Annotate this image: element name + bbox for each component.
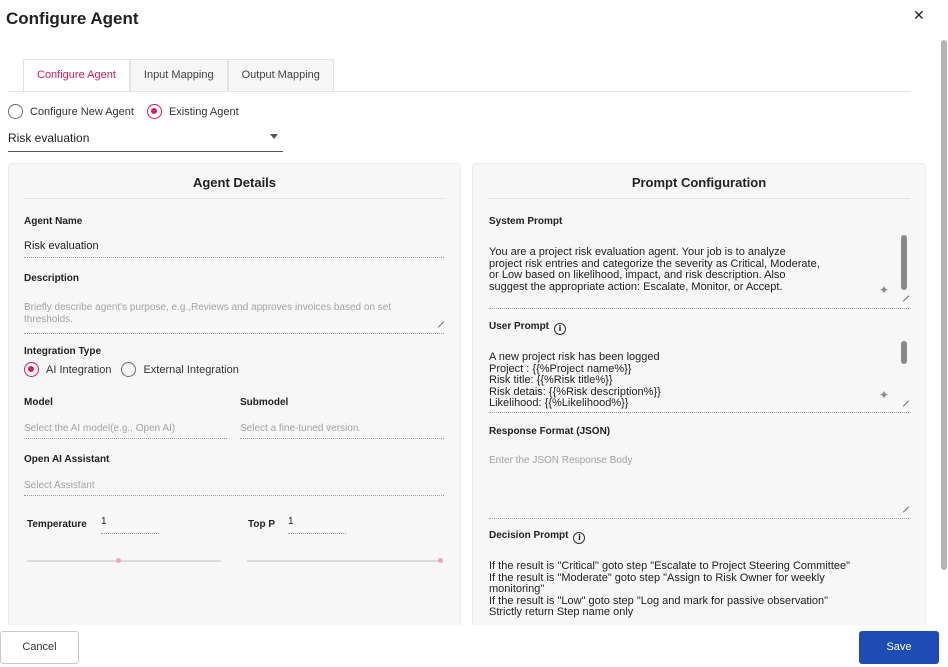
- model-label: Model: [24, 397, 53, 408]
- tab-divider: [8, 91, 911, 92]
- response-format-underline: [489, 518, 909, 519]
- prompt-configuration-title: Prompt Configuration: [631, 175, 767, 190]
- prompt-configuration-panel: [472, 163, 926, 633]
- info-icon[interactable]: i: [554, 323, 566, 335]
- response-format-label: Response Format (JSON): [489, 426, 611, 437]
- user-prompt-field[interactable]: A new project risk has been logged Project : {{%Project name%}} Risk title: {{%Risk title%}} Risk detais: {{%Risk description%}} Likelihood: {{%Likelihood%}}: [489, 351, 661, 409]
- existing-agent-select[interactable]: [8, 128, 283, 152]
- existing-agent-label: Existing Agent: [168, 105, 239, 118]
- temperature-slider-handle[interactable]: [116, 558, 121, 563]
- configure-new-agent-radio[interactable]: [8, 104, 23, 119]
- tab-configure-agent[interactable]: Configure Agent: [23, 59, 130, 91]
- top-p-slider[interactable]: [247, 560, 443, 562]
- user-prompt-label-row: [489, 321, 566, 335]
- dialog-scrollbar-thumb[interactable]: [941, 40, 947, 570]
- submodel-underline: [240, 438, 444, 439]
- description-label: Description: [24, 273, 80, 284]
- description-field[interactable]: Briefly describe agent's purpose, e.g.,Reviews and approves invoices based on set thresholds.: [24, 302, 392, 325]
- temperature-slider[interactable]: [27, 560, 221, 562]
- resize-handle-icon[interactable]: [902, 400, 909, 407]
- top-p-underline: [288, 533, 346, 534]
- dialog-footer: [0, 625, 948, 667]
- existing-agent-value: Risk evaluation: [8, 131, 90, 145]
- temperature-input[interactable]: 1: [101, 516, 107, 527]
- user-prompt-underline: [489, 412, 909, 413]
- dialog-title: Configure Agent: [6, 9, 139, 28]
- agent-name-input[interactable]: Risk evaluation: [24, 240, 99, 252]
- ai-integration-label: AI Integration: [46, 363, 112, 376]
- description-underline: [24, 333, 444, 334]
- existing-agent-radio[interactable]: [147, 104, 162, 119]
- external-integration-label: External Integration: [143, 363, 239, 376]
- temperature-label: Temperature: [27, 519, 87, 530]
- user-prompt-scrollbar[interactable]: [901, 341, 907, 364]
- system-prompt-label: System Prompt: [489, 216, 563, 227]
- agent-details-panel: [8, 163, 461, 633]
- integration-type-label: Integration Type: [24, 346, 102, 357]
- panel-divider: [488, 198, 910, 199]
- user-prompt-label: User Prompt: [489, 321, 550, 332]
- system-prompt-underline: [489, 308, 909, 309]
- agent-name-label: Agent Name: [24, 216, 83, 227]
- model-underline: [24, 438, 227, 439]
- response-format-field[interactable]: Enter the JSON Response Body: [489, 455, 633, 466]
- model-select[interactable]: Select the AI model(e.g., Open AI): [24, 423, 176, 434]
- decision-prompt-field[interactable]: If the result is "Critical" goto step "Escalate to Project Steering Committee" If the result is "Moderate" goto step "Assign to Risk Owner for weekly monitoring" If the result is "Low" goto step "Log and mark for passive observation" Strictly return Step name only: [489, 560, 851, 618]
- integration-type-group: [24, 362, 239, 377]
- agent-name-underline: [24, 257, 444, 258]
- sparkle-icon[interactable]: ✦: [879, 283, 890, 297]
- decision-prompt-label-row: [489, 530, 585, 544]
- top-p-slider-handle[interactable]: [438, 558, 443, 563]
- ai-integration-radio[interactable]: [24, 362, 39, 377]
- close-icon[interactable]: ✕: [913, 8, 925, 24]
- sparkle-icon[interactable]: ✦: [879, 388, 890, 402]
- submodel-label: Submodel: [240, 397, 289, 408]
- system-prompt-scrollbar[interactable]: [901, 235, 907, 290]
- configure-new-agent-label: Configure New Agent: [30, 105, 134, 118]
- system-prompt-field[interactable]: You are a project risk evaluation agent. Your job is to analyze project risk entries and categorize the severity as Critical, Moderate, or Low based on likelihood, impact, and risk description. Also suggest the appropriate action: Escalate, Monitor, or Accept.: [489, 246, 820, 293]
- save-button[interactable]: Save: [859, 631, 939, 664]
- tab-input-mapping[interactable]: Input Mapping: [130, 59, 228, 91]
- assistant-label: Open AI Assistant: [24, 454, 110, 465]
- submodel-select[interactable]: Select a fine-tuned version.: [240, 423, 362, 434]
- decision-prompt-label: Decision Prompt: [489, 530, 569, 541]
- resize-handle-icon[interactable]: [902, 506, 909, 513]
- agent-mode-group: [8, 104, 239, 119]
- assistant-underline: [24, 495, 444, 496]
- assistant-select[interactable]: Select Assistant: [24, 480, 95, 491]
- external-integration-radio[interactable]: [121, 362, 136, 377]
- temperature-underline: [101, 533, 159, 534]
- caret-down-icon: [270, 134, 278, 139]
- resize-handle-icon[interactable]: [902, 295, 909, 302]
- resize-handle-icon[interactable]: [437, 321, 444, 328]
- top-p-input[interactable]: 1: [288, 516, 294, 527]
- tab-bar: [23, 59, 334, 91]
- panel-divider: [24, 198, 445, 199]
- tab-output-mapping[interactable]: Output Mapping: [228, 59, 334, 91]
- top-p-label: Top P: [248, 519, 276, 530]
- cancel-button[interactable]: Cancel: [0, 631, 79, 664]
- agent-details-title: Agent Details: [192, 175, 277, 190]
- info-icon[interactable]: i: [573, 532, 585, 544]
